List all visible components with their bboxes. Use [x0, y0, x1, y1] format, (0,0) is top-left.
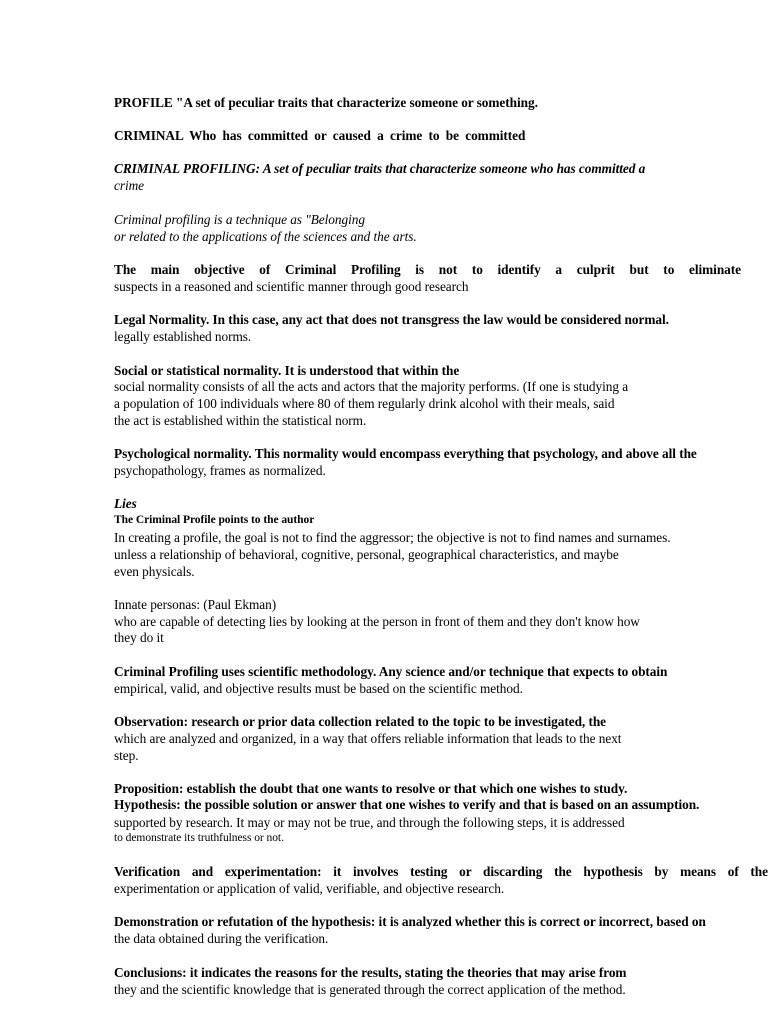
objective-line2: suspects in a reasoned and scientific manner through good research — [114, 279, 469, 294]
lies-line1: In creating a profile, the goal is not to find the aggressor; the objective is not to find names and surnames. — [114, 530, 671, 545]
innate-line2: who are capable of detecting lies by looking at the person in front of them and they don't know how — [114, 614, 640, 629]
methodology-line1: Criminal Profiling uses scientific methodology. Any science and/or technique that expects to obtain — [114, 664, 668, 679]
conclusions-line1: Conclusions: it indicates the reasons for the results, stating the theories that may arise from — [114, 965, 627, 980]
observation-line1: Observation: research or prior data collection related to the topic to be investigated, the — [114, 714, 607, 729]
legal-normality-line1: Legal Normality. In this case, any act that does not transgress the law would be considered normal. — [114, 312, 669, 327]
profile-definition: PROFILE "A set of peculiar traits that characterize someone or something. — [114, 95, 538, 110]
conclusions-line2: they and the scientific knowledge that is generated through the correct application of the method. — [114, 982, 626, 997]
hypothesis-line2: supported by research. It may or may not be true, and through the following steps, it is addressed — [114, 815, 625, 830]
hypothesis-line1: Hypothesis: the possible solution or answer that one wishes to verify and that is based on an assumption. — [114, 797, 700, 812]
proposition: Proposition: establish the doubt that one wants to resolve or that which one wishes to study. — [114, 781, 628, 796]
innate-line3: they do it — [114, 630, 164, 645]
innate-line1: Innate personas: (Paul Ekman) — [114, 597, 277, 612]
criminal-profiling-definition-line2: crime — [114, 178, 145, 193]
lies-line2: unless a relationship of behavioral, cognitive, personal, geographical characteristics, and maybe — [114, 547, 619, 562]
psych-normality-line2: psychopathology, frames as normalized. — [114, 463, 326, 478]
technique-line1: Criminal profiling is a technique as "Belonging — [114, 212, 365, 227]
criminal-definition: CRIMINAL Who has committed or caused a crime to be committed — [114, 128, 526, 143]
observation-line3: step. — [114, 748, 139, 763]
psych-normality-line1: Psychological normality. This normality would encompass everything that psychology, and above all the — [114, 446, 697, 461]
lies-heading: Lies — [114, 496, 137, 511]
social-normality-line4: the act is established within the statistical norm. — [114, 413, 367, 428]
social-normality-line1: Social or statistical normality. It is understood that within the — [114, 363, 460, 378]
lies-subheading: The Criminal Profile points to the author — [114, 514, 315, 526]
technique-line2: or related to the applications of the sciences and the arts. — [114, 229, 417, 244]
demonstration-line1: Demonstration or refutation of the hypothesis: it is analyzed whether this is correct or incorrect, based on — [114, 914, 706, 929]
verification-line1: Verification and experimentation: it involves testing or discarding the hypothesis by means of the — [114, 864, 768, 879]
verification-line2: experimentation or application of valid, verifiable, and objective research. — [114, 881, 505, 896]
lies-line3: even physicals. — [114, 564, 195, 579]
objective-line1: The main objective of Criminal Profiling is not to identify a culprit but to eliminate — [114, 262, 741, 277]
legal-normality-line2: legally established norms. — [114, 329, 252, 344]
hypothesis-line3: to demonstrate its truthfulness or not. — [114, 832, 284, 844]
social-normality-line3: a population of 100 individuals where 80 of them regularly drink alcohol with their meals, said — [114, 396, 615, 411]
demonstration-line2: the data obtained during the verification. — [114, 931, 329, 946]
social-normality-line2: social normality consists of all the acts and actors that the majority performs. (If one is studying a — [114, 379, 629, 394]
methodology-line2: empirical, valid, and objective results must be based on the scientific method. — [114, 681, 523, 696]
criminal-profiling-definition-line1: CRIMINAL PROFILING: A set of peculiar traits that characterize someone who has committed a — [114, 161, 646, 176]
observation-line2: which are analyzed and organized, in a way that offers reliable information that leads to the next — [114, 731, 622, 746]
